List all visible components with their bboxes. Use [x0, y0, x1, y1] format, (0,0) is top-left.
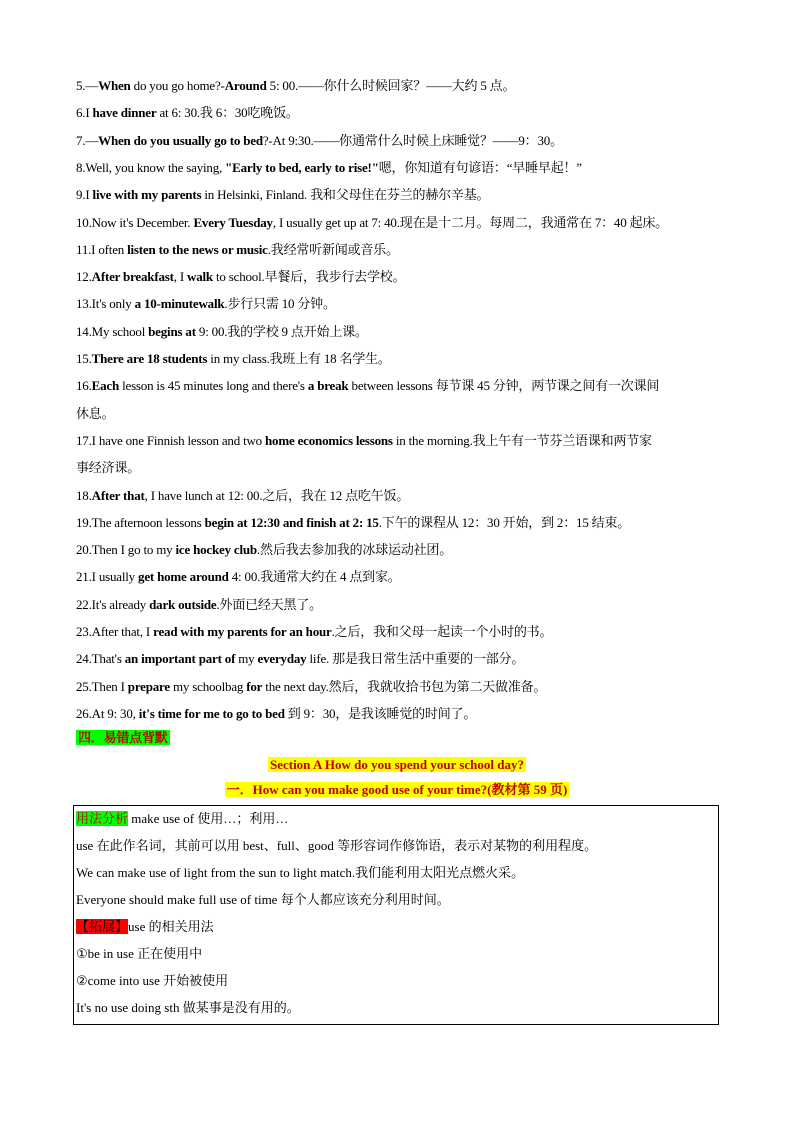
sentence-s19: 19.The afternoon lessons begin at 12:30 and finish at 2: 15.下午的课程从 12：30 开始，到 2：15 结束。: [76, 514, 631, 530]
usage-line-2: use 在此作名词，其前可以用 best、full、good 等形容词作修饰语，表示对某物的利用程度。: [76, 838, 598, 853]
sentence-s7: 7.—When do you usually go to bed?-At 9:30.——你通常什么时候上床睡觉？——9：30。: [76, 132, 563, 148]
section-title: Section A How do you spend your school day?: [269, 757, 525, 772]
expand-item-2: ②come into use 开始被使用: [76, 973, 229, 988]
section-four-label-row: [76, 724, 726, 751]
sentence-s22: 22.It's already dark outside.外面已经天黑了。: [76, 596, 322, 612]
sentence-s8: 8.Well, you know the saying, "Early to bed, early to rise!"嗯，你知道有句谚语：“早睡早起！”: [76, 159, 582, 175]
sentence-s26: 26.At 9: 30, it's time for me to go to bed 到 9：30，是我该睡觉的时间了。: [76, 705, 477, 721]
sentence-s13: 13.It's only a 10-minutewalk.步行只需 10 分钟。: [76, 296, 336, 312]
usage-line-3: We can make use of light from the sun to light match.我们能利用太阳光点燃火采。: [76, 865, 525, 880]
sentence-s15: 15.There are 18 students in my class.我班上有 18 名学生。: [76, 351, 391, 366]
sentence-s18: 18.After that, I have lunch at 12: 00.之后，我在 12 点吃午饭。: [76, 487, 410, 503]
usage-box: [73, 805, 719, 1025]
sentence-s10: 10.Now it's December. Every Tuesday, I usually get up at 7: 40.现在是十二月。每周二，我通常在 7：40 起床。: [76, 214, 668, 230]
usage-line-1: 用法分析 make use of 使用…；利用…: [76, 811, 289, 826]
section-four-label: 四．易错点背默: [78, 730, 168, 745]
sentence-s25: 25.Then I prepare my schoolbag for the next day.然后，我就收拾书包为第二天做准备。: [76, 678, 547, 694]
sentence-s21: 21.I usually get home around 4: 00.我通常大约在 4 点到家。: [76, 569, 401, 585]
sentence-s23: 23.After that, I read with my parents for an hour.之后，我和父母一起读一个小时的书。: [76, 624, 553, 639]
sentence-s6: 6.I have dinner at 6: 30.我 6：30吃晚饭。: [76, 105, 299, 121]
expand-item-3: It's no use doing sth 做某事是没有用的。: [76, 1000, 300, 1015]
sentence-s17b: 事经济课。: [76, 460, 141, 476]
section-title-row: [0, 754, 794, 776]
expand-line: 【拓展】use 的相关用法: [76, 919, 214, 934]
sentence-s5: 5.—When do you go home?-Around 5: 00.——你什么时候回家？——大约 5 点。: [76, 78, 516, 93]
sentence-s11: 11.I often listen to the news or music.我经常听新闻或音乐。: [76, 241, 399, 257]
sentence-s14: 14.My school begins at 9: 00.我的学校 9 点开始上课。: [76, 323, 368, 339]
sub-title: 一．How can you make good use of your time?(教材第 59 页): [226, 782, 568, 797]
sentence-s24: 24.That's an important part of my everyday life. 那是我日常生活中重要的一部分。: [76, 651, 525, 667]
sentence-s16b: 休息。: [76, 405, 115, 421]
expand-item-1: ①be in use 正在使用中: [76, 946, 203, 961]
usage-tag: 用法分析: [76, 811, 129, 826]
sentence-s17: 17.I have one Finnish lesson and two home economics lessons in the morning.我上午有一节芬兰语课和两节家: [76, 432, 652, 448]
sentence-s16: 16.Each lesson is 45 minutes long and there's a break between lessons 每节课 45 分钟，两节课之间有一次课间: [76, 378, 660, 394]
sentence-s12: 12.After breakfast, I walk to school.早餐后，我步行去学校。: [76, 269, 406, 285]
sub-title-row: [0, 779, 794, 801]
usage-line-4: Everyone should make full use of time 每个人都应该充分利用时间。: [76, 892, 450, 907]
sentence-s20: 20.Then I go to my ice hockey club.然后我去参加我的冰球运动社团。: [76, 542, 453, 558]
expand-tag: 【拓展】: [76, 919, 129, 934]
sentence-s9: 9.I live with my parents in Helsinki, Finland. 我和父母住在芬兰的赫尔辛基。: [76, 187, 490, 203]
